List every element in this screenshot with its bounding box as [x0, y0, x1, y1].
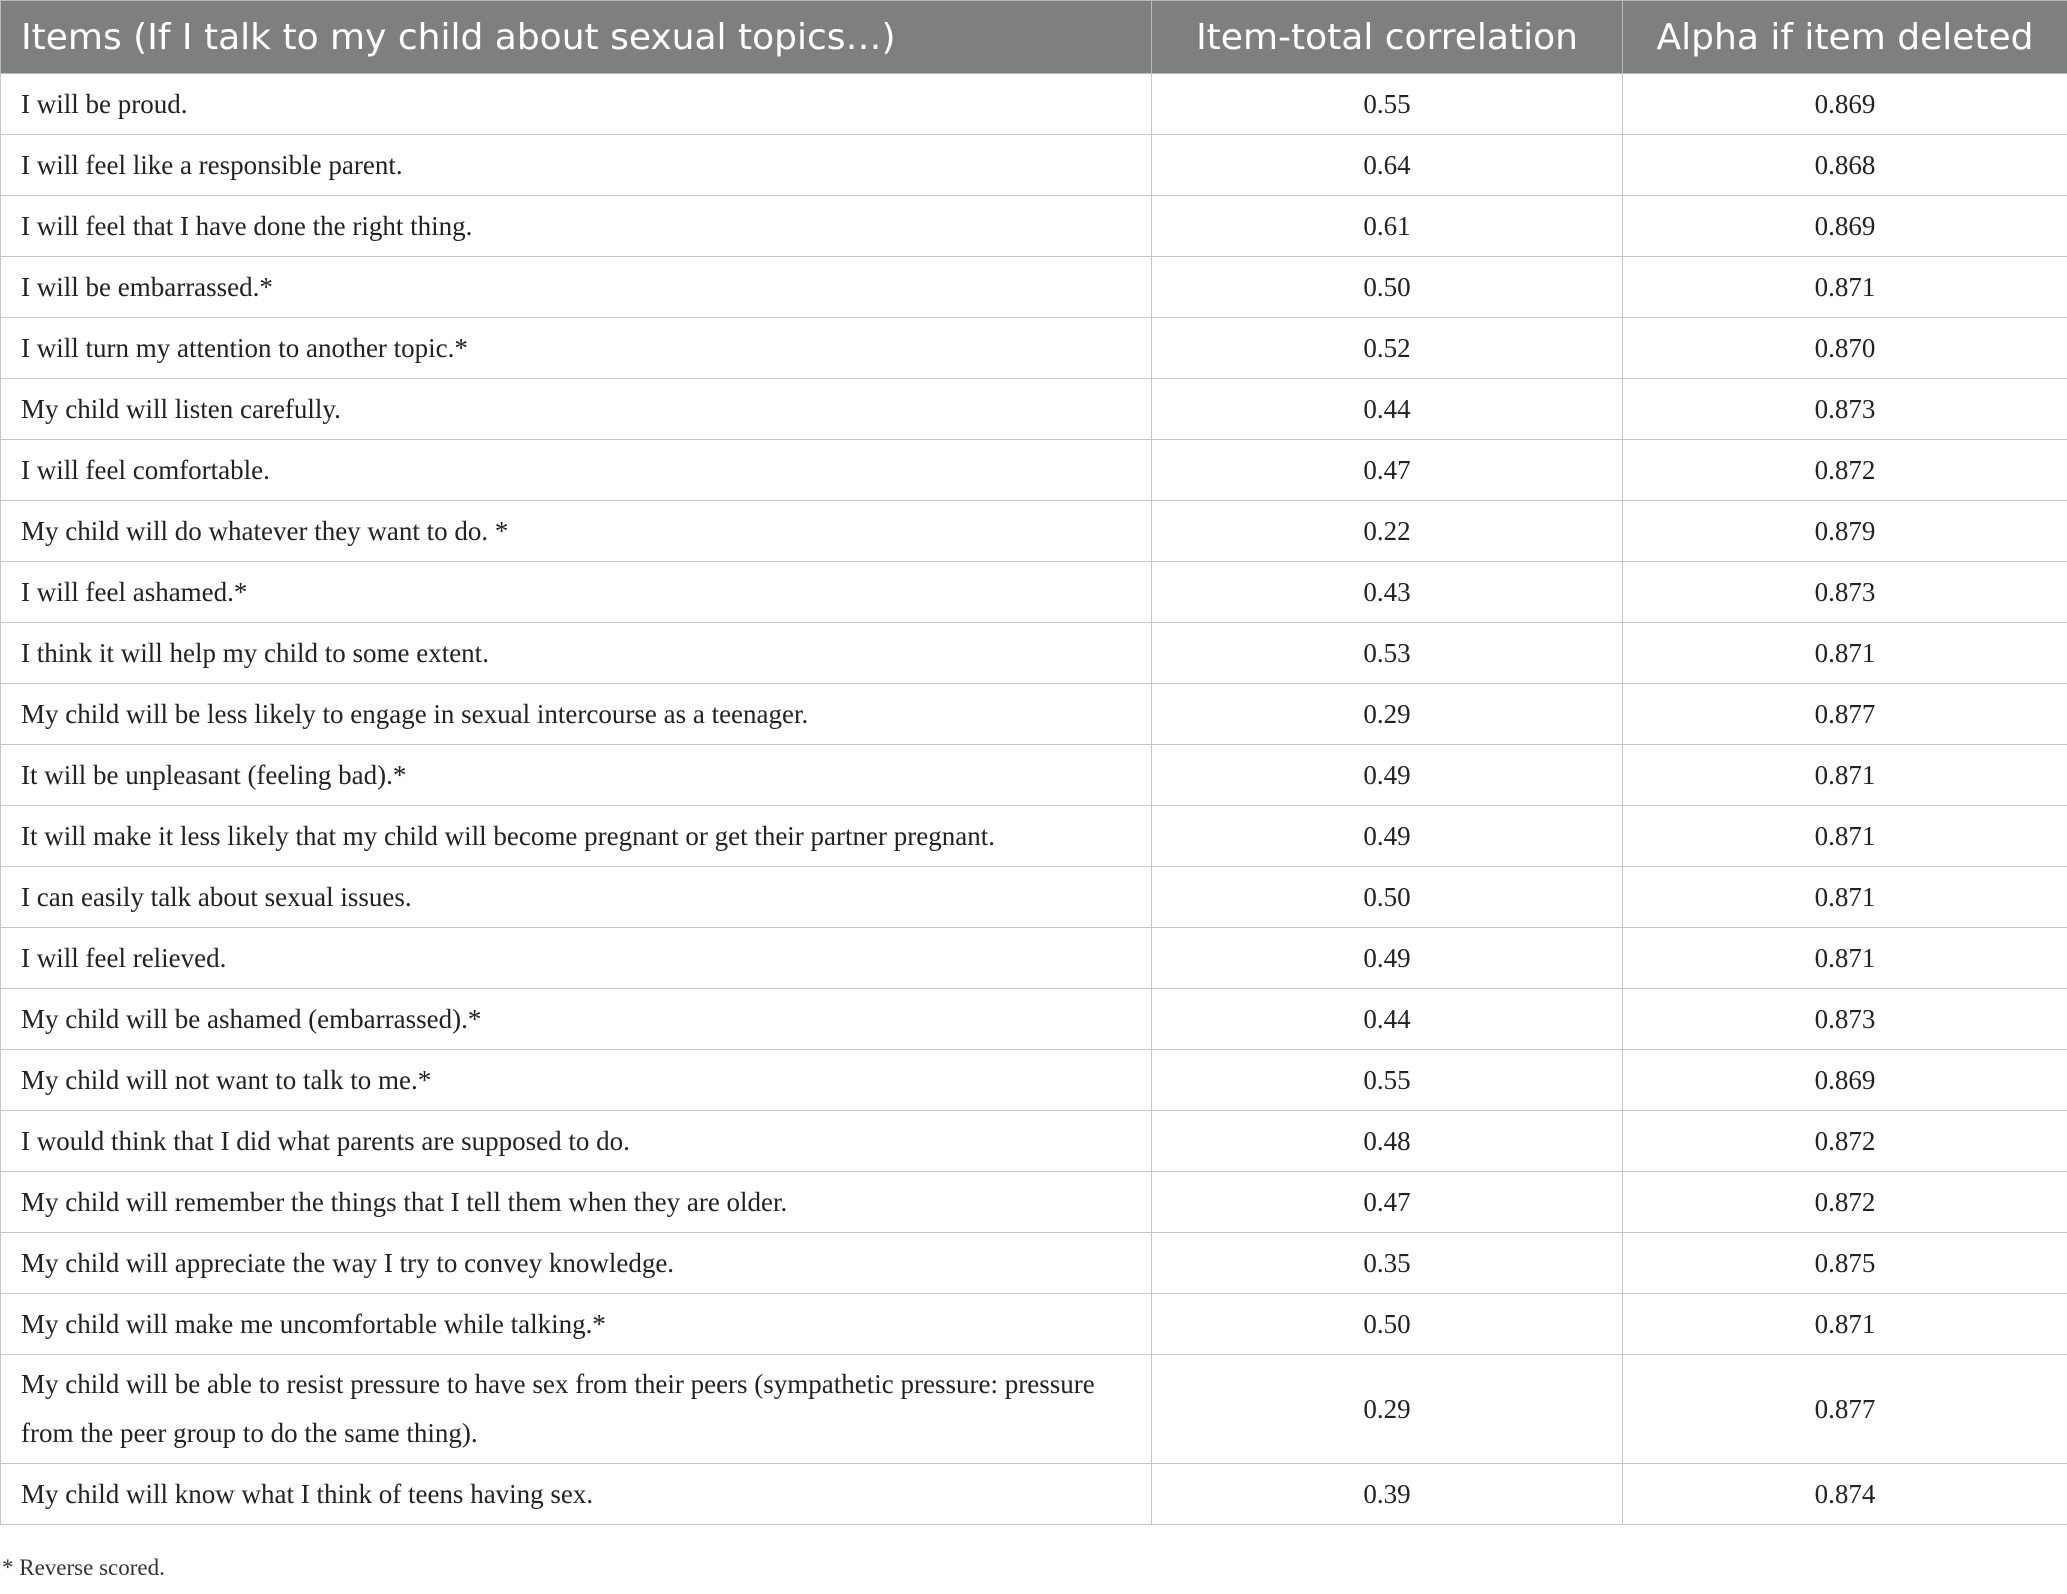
- correlation-cell: 0.44: [1152, 379, 1623, 440]
- item-cell: It will make it less likely that my child will become pregnant or get their partner pregnant.: [1, 806, 1152, 867]
- alpha-cell: 0.877: [1623, 684, 2067, 745]
- item-cell: I will feel relieved.: [1, 928, 1152, 989]
- alpha-cell: 0.869: [1623, 1050, 2067, 1111]
- alpha-cell: 0.872: [1623, 440, 2067, 501]
- alpha-cell: 0.871: [1623, 928, 2067, 989]
- table-row: [1, 867, 2067, 928]
- alpha-cell: 0.872: [1623, 1111, 2067, 1172]
- table-row: [1, 1233, 2067, 1294]
- table-row: [1, 1172, 2067, 1233]
- header-items: Items (If I talk to my child about sexual topics…): [1, 1, 1152, 74]
- header-alpha-if-deleted: Alpha if item deleted: [1623, 1, 2067, 74]
- item-cell: My child will be ashamed (embarrassed).*: [1, 989, 1152, 1050]
- alpha-cell: 0.869: [1623, 196, 2067, 257]
- table-row: [1, 196, 2067, 257]
- item-cell: I can easily talk about sexual issues.: [1, 867, 1152, 928]
- item-cell: My child will do whatever they want to do. *: [1, 501, 1152, 562]
- alpha-cell: 0.879: [1623, 501, 2067, 562]
- item-cell: My child will be able to resist pressure to have sex from their peers (sympathetic pressure: pressure from the peer group to do the same thing).: [1, 1355, 1152, 1464]
- item-cell: My child will be less likely to engage in sexual intercourse as a teenager.: [1, 684, 1152, 745]
- footnote: * Reverse scored.: [2, 1555, 165, 1580]
- table-row: [1, 501, 2067, 562]
- table-row: [1, 318, 2067, 379]
- alpha-cell: 0.871: [1623, 867, 2067, 928]
- alpha-cell: 0.873: [1623, 379, 2067, 440]
- item-cell: I will turn my attention to another topic.*: [1, 318, 1152, 379]
- table-row: [1, 1464, 2067, 1525]
- table-row: [1, 257, 2067, 318]
- table-row: [1, 440, 2067, 501]
- correlation-cell: 0.48: [1152, 1111, 1623, 1172]
- correlation-cell: 0.49: [1152, 928, 1623, 989]
- correlation-cell: 0.50: [1152, 1294, 1623, 1355]
- correlation-cell: 0.50: [1152, 867, 1623, 928]
- header-item-total-correlation: Item-total correlation: [1152, 1, 1623, 74]
- alpha-cell: 0.873: [1623, 989, 2067, 1050]
- table-row: [1, 379, 2067, 440]
- item-cell: My child will listen carefully.: [1, 379, 1152, 440]
- table-row: [1, 745, 2067, 806]
- item-cell: My child will make me uncomfortable while talking.*: [1, 1294, 1152, 1355]
- correlation-cell: 0.49: [1152, 745, 1623, 806]
- item-cell: I will be proud.: [1, 74, 1152, 135]
- alpha-cell: 0.872: [1623, 1172, 2067, 1233]
- item-cell: I think it will help my child to some extent.: [1, 623, 1152, 684]
- table-body: [1, 74, 2067, 1525]
- correlation-cell: 0.22: [1152, 501, 1623, 562]
- table-row: [1, 135, 2067, 196]
- alpha-cell: 0.877: [1623, 1355, 2067, 1464]
- correlation-cell: 0.55: [1152, 1050, 1623, 1111]
- correlation-cell: 0.52: [1152, 318, 1623, 379]
- table-row: [1, 989, 2067, 1050]
- table-row: [1, 562, 2067, 623]
- correlation-cell: 0.39: [1152, 1464, 1623, 1525]
- item-cell: I will feel that I have done the right thing.: [1, 196, 1152, 257]
- table-row: [1, 806, 2067, 867]
- alpha-cell: 0.871: [1623, 257, 2067, 318]
- table-row: [1, 684, 2067, 745]
- correlation-cell: 0.55: [1152, 74, 1623, 135]
- alpha-cell: 0.874: [1623, 1464, 2067, 1525]
- alpha-cell: 0.871: [1623, 1294, 2067, 1355]
- correlation-cell: 0.53: [1152, 623, 1623, 684]
- correlation-cell: 0.47: [1152, 440, 1623, 501]
- correlation-cell: 0.43: [1152, 562, 1623, 623]
- table-row: [1, 1294, 2067, 1355]
- alpha-cell: 0.870: [1623, 318, 2067, 379]
- correlation-cell: 0.47: [1152, 1172, 1623, 1233]
- table-row: [1, 74, 2067, 135]
- correlation-cell: 0.50: [1152, 257, 1623, 318]
- item-cell: It will be unpleasant (feeling bad).*: [1, 745, 1152, 806]
- item-cell: I will feel ashamed.*: [1, 562, 1152, 623]
- correlation-cell: 0.35: [1152, 1233, 1623, 1294]
- correlation-cell: 0.29: [1152, 1355, 1623, 1464]
- item-cell: I will feel comfortable.: [1, 440, 1152, 501]
- correlation-cell: 0.49: [1152, 806, 1623, 867]
- item-cell: My child will not want to talk to me.*: [1, 1050, 1152, 1111]
- item-cell: I will feel like a responsible parent.: [1, 135, 1152, 196]
- table-row: [1, 1111, 2067, 1172]
- correlation-cell: 0.29: [1152, 684, 1623, 745]
- table-row: [1, 928, 2067, 989]
- table-row: [1, 623, 2067, 684]
- correlation-cell: 0.44: [1152, 989, 1623, 1050]
- table-row: [1, 1355, 2067, 1464]
- alpha-cell: 0.875: [1623, 1233, 2067, 1294]
- alpha-cell: 0.873: [1623, 562, 2067, 623]
- item-cell: My child will know what I think of teens having sex.: [1, 1464, 1152, 1525]
- item-cell: My child will remember the things that I tell them when they are older.: [1, 1172, 1152, 1233]
- item-cell: I will be embarrassed.*: [1, 257, 1152, 318]
- alpha-cell: 0.871: [1623, 806, 2067, 867]
- correlation-cell: 0.64: [1152, 135, 1623, 196]
- item-cell: I would think that I did what parents are supposed to do.: [1, 1111, 1152, 1172]
- correlation-cell: 0.61: [1152, 196, 1623, 257]
- alpha-cell: 0.871: [1623, 745, 2067, 806]
- alpha-cell: 0.871: [1623, 623, 2067, 684]
- table-row: [1, 1050, 2067, 1111]
- alpha-cell: 0.869: [1623, 74, 2067, 135]
- alpha-cell: 0.868: [1623, 135, 2067, 196]
- header-row: [1, 1, 2067, 74]
- item-cell: My child will appreciate the way I try to convey knowledge.: [1, 1233, 1152, 1294]
